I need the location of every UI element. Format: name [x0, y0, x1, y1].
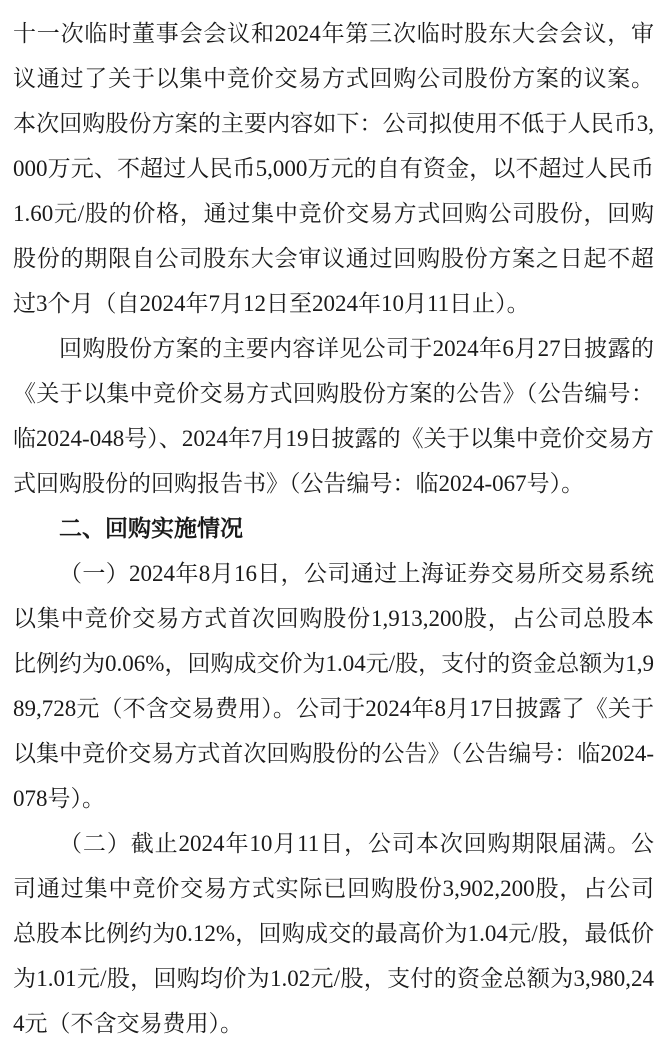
section-heading-implementation: 二、回购实施情况	[59, 516, 243, 541]
paragraph-buyback-plan: 十一次临时董事会会议和2024年第三次临时股东大会会议，审议通过了关于以集中竞价交易方式回购公司股份方案的议案。本次回购股份方案的主要内容如下：公司拟使用不低于人民币3,000万元、不超过人民币5,000万元的自有资金，以不超过人民币1.60元/股的价格，通过集中竞价交易方式回购公司股份，回购股份的期限自公司股东大会审议通过回购股份方案之日起不超过3个月（自2024年7月12日至2024年10月11日止）。	[13, 21, 654, 316]
paragraph-first-buyback: （一）2024年8月16日，公司通过上海证券交易所交易系统以集中竞价交易方式首次回购股份1,913,200股，占公司总股本比例约为0.06%，回购成交价为1.04元/股，支付的资金总额为1,989,728元（不含交易费用）。公司于2024年8月17日披露了《关于以集中竞价交易方式首次回购股份的公告》（公告编号：临2024-078号）。	[13, 561, 654, 811]
paragraph-final-buyback: （二）截止2024年10月11日，公司本次回购期限届满。公司通过集中竞价交易方式实际已回购股份3,902,200股，占公司总股本比例约为0.12%，回购成交的最高价为1.04元/股，最低价为1.01元/股，回购均价为1.02元/股，支付的资金总额为3,980,244元（不含交易费用）。	[13, 831, 654, 1036]
paragraph-plan-disclosure: 回购股份方案的主要内容详见公司于2024年6月27日披露的《关于以集中竞价交易方式回购股份方案的公告》（公告编号：临2024-048号）、2024年7月19日披露的《关于以集中竞价交易方式回购股份的回购报告书》（公告编号：临2024-067号）。	[13, 336, 654, 496]
